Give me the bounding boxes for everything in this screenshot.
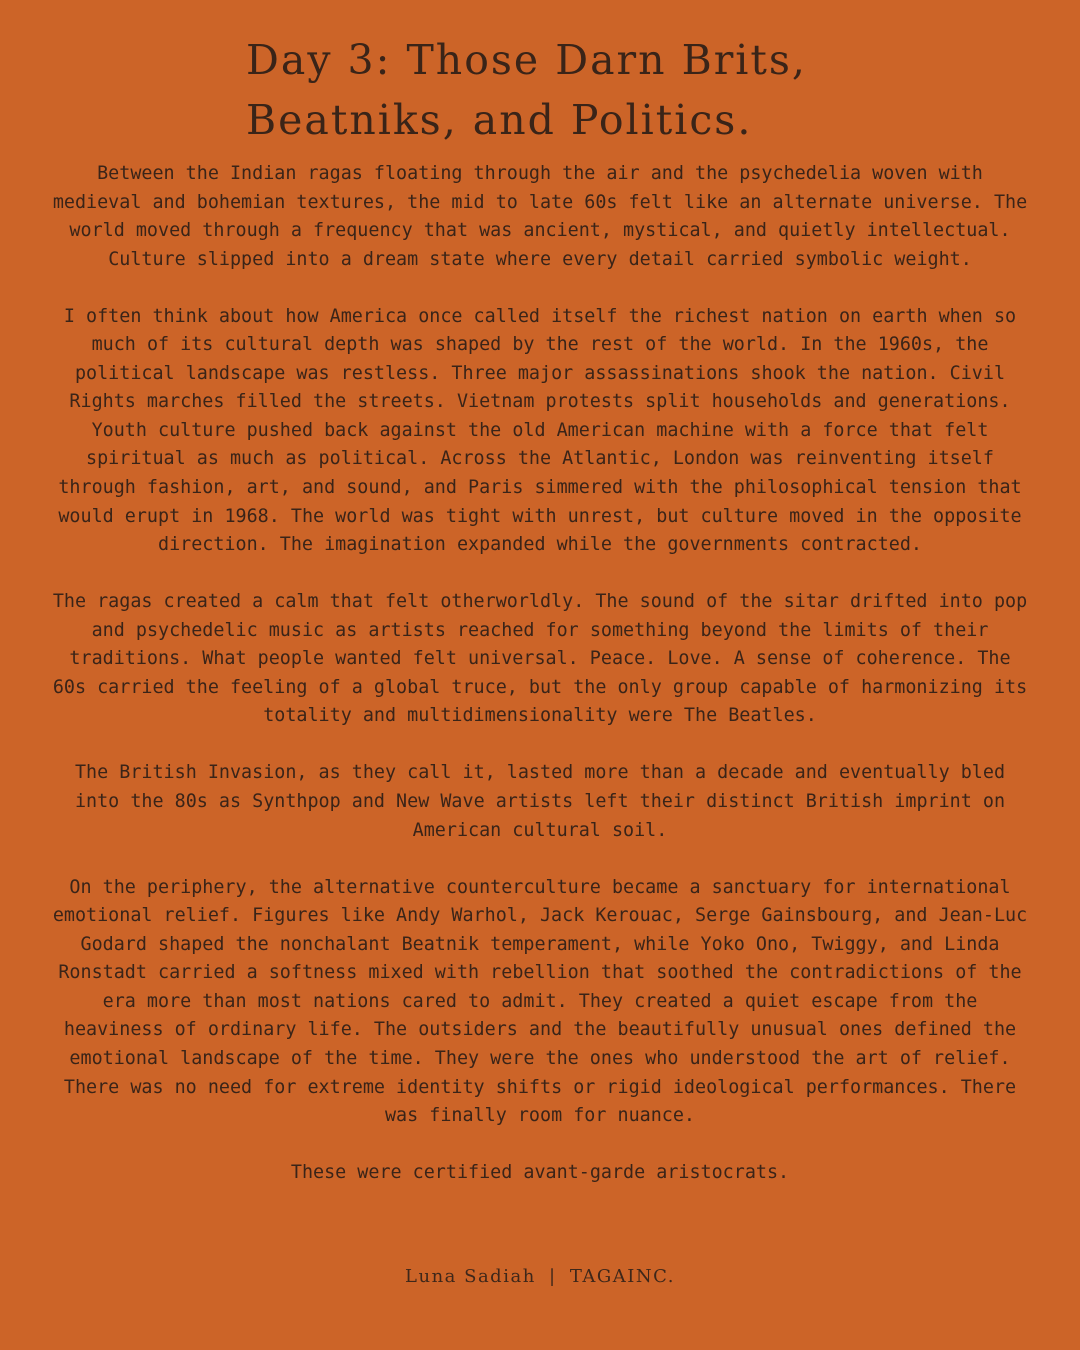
paragraph-counterculture: On the periphery, the alternative counterculture became a sanctuary for international emotional relief. Figures like Andy Warhol, Jack Kerouac, Serge Gainsbourg, and Jean-Luc Godard shaped the nonchalant Beatnik temperament, while Yoko Ono, Twiggy, and Linda Ronstadt carried a softness mixed with rebellion that soothed the contradictions of the era more than most nations cared to admit. They created a quiet escape from the heaviness of ordinary life. The outsiders and the beautifully unusual ones defined the emotional landscape of the time. They were the ones who understood the art of relief. There was no need for extreme identity shifts or rigid ideological performances. There was finally room for nuance. — [52, 876, 1028, 1127]
title-line-1: Day 3: Those Darn Brits, — [246, 36, 807, 84]
paragraph-british-invasion: The British Invasion, as they call it, lasted more than a decade and eventually bled into the 80s as Synthpop and New Wave artists left their distinct British imprint on American cultural soil. — [74, 762, 1006, 841]
signature — [0, 1266, 1080, 1287]
post-body — [50, 160, 1030, 1188]
post-title — [246, 30, 1006, 150]
signature-separator: | — [549, 1266, 557, 1287]
brand-name: TAGAINC. — [569, 1266, 675, 1287]
closing-line: These were certified avant-garde aristocrats. — [290, 1162, 790, 1184]
paragraph-ragas-intro: Between the Indian ragas floating through the air and the psychedelia woven with medieval and bohemian textures, the mid to late 60s felt like an alternate universe. The world moved through a frequency that was ancient, mystical, and quietly intellectual. Culture slipped into a dream state where every detail carried symbolic weight. — [52, 163, 1028, 270]
paragraph-politics: I often think about how America once called itself the richest nation on earth when so much of its cultural depth was shaped by the rest of the world. In the 1960s, the political landscape was restless. Three major assassinations shook the nation. Civil Rights marches filled the streets. Vietnam protests split households and generations. Youth culture pushed back against the old American machine with a force that felt spiritual as much as political. Across the Atlantic, London was reinventing itself through fashion, art, and sound, and Paris simmered with the philosophical tension that would erupt in 1968. The world was tight with unrest, but culture moved in the opposite direction. The imagination expanded while the governments contracted. — [58, 305, 1022, 556]
paragraph-sitar-beatles: The ragas created a calm that felt otherworldly. The sound of the sitar drifted into pop and psychedelic music as artists reached for something beyond the limits of their traditions. What people wanted felt universal. Peace. Love. A sense of coherence. The 60s carried the feeling of a global truce, but the only group capable of harmonizing its totality and multidimensionality were The Beatles. — [52, 591, 1028, 727]
title-line-2: Beatniks, and Politics. — [246, 96, 753, 144]
author-name: Luna Sadiah — [405, 1266, 536, 1287]
